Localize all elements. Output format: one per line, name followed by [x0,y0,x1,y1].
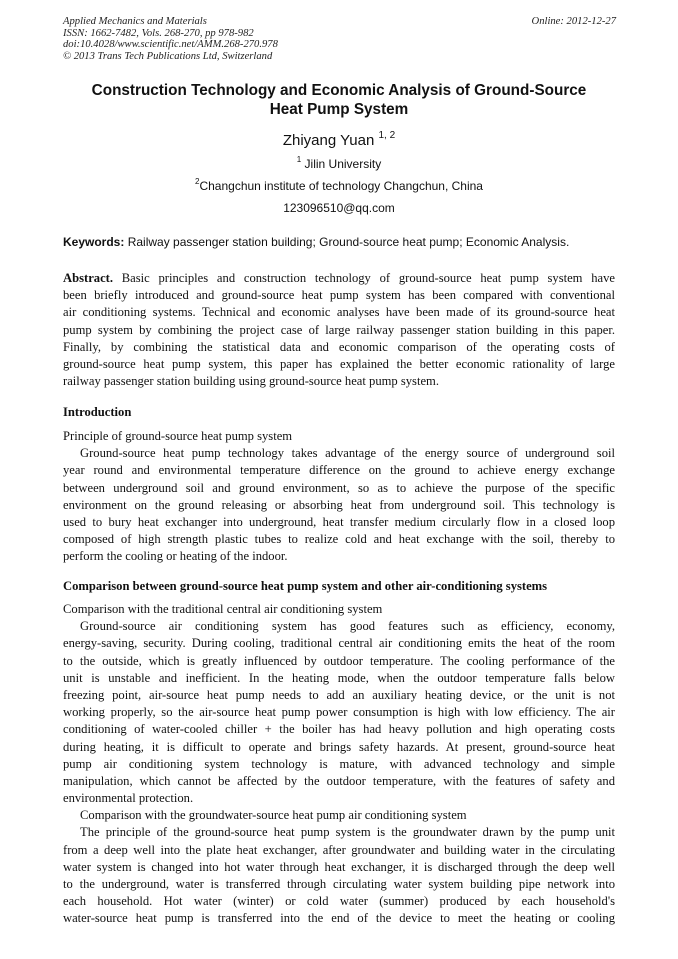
affiliation-2 [63,179,615,194]
paragraph-line: from a deep well into the plate heat exchanger, after groundwater and building water in the circulating [63,842,615,857]
abstract-line: air conditioning systems. Technical and economic analyses have been made of its ground-source heat [63,305,615,320]
paragraph-line: composed of high strength plastic tubes to realize cold and heat exchange with the soil, thereby to [63,532,615,547]
paragraph-line: environmental protection. [63,791,194,806]
paragraph-line: perform the cooling or heating of the indoor. [63,549,288,564]
paragraph-line: water system is changed into hot water through heat exchanger, it is discharged through the deep well [63,859,615,874]
paragraph-line: Ground-source heat pump technology takes advantage of the energy source of underground soil [80,446,615,461]
paragraph-line: energy-saving, security. During cooling, traditional central air conditioning emits the heat of the room [63,636,615,651]
comparison-subheading-1: Comparison with the traditional central air conditioning system [63,602,383,616]
introduction-body [63,428,615,566]
title-line: Heat Pump System [269,100,409,118]
paragraph-line: used to bury heat exchanger into underground, heat transfer medium circularly flow in a closed loop [63,514,615,529]
affiliation-mark: 1 [296,155,302,164]
paragraph-line: to the underground, water is transferred through circulating water system building pipe network into [63,877,615,891]
abstract [63,270,615,390]
journal-name: Applied Mechanics and Materials [63,16,207,27]
paragraph-line: working properly, so the air-source heat pump power consumption is high with low efficiency. The air [63,705,615,720]
paragraph-line: each household. Hot water (winter) or cold water (summer) produced by each household's [63,894,615,909]
journal-issn: ISSN: 1662-7482, Vols. 268-270, pp 978-982 [63,27,254,39]
paragraph-line: manipulation, which cannot be affected by the outdoor temperature, with the features of safety and [63,773,615,788]
paragraph-line: year round and environmental temperature difference on the ground to achieve energy exchange [63,463,615,478]
paragraph-line: water-source heat pump is transferred into the end of the device to meet the heating or cooling [63,911,615,926]
affiliation-mark: 2 [195,177,200,186]
title-line: Construction Technology and Economic Analysis of Ground-Source [91,82,587,99]
online-date: Online: 2012-12-27 [531,16,616,27]
paragraph-line: environment on the ground releasing or absorbing heat from underground soil. This technology is [63,497,615,512]
abstract-line: ground-source heat pump system, this paper has explained the better economic rationality of large [63,356,615,371]
introduction-subheading: Principle of ground-source heat pump system [63,429,293,443]
abstract-line: pump system by combining the project case of large railway passenger station building in this paper. [63,322,615,337]
comparison-heading: Comparison between ground-source heat pump system and other air-conditioning systems [63,579,548,593]
journal-doi[interactable]: doi:10.4028/www.scientific.net/AMM.268-270.978 [63,39,278,51]
author-name: Zhiyang Yuan [282,132,375,149]
author-affiliation-marks: 1, 2 [378,130,396,141]
abstract-line: Abstract. Basic principles and construction technology of ground-source heat pump system have [63,271,615,285]
paragraph-line: unit is unstable and inefficient. In the heating mode, when the outdoor temperature falls below [63,670,615,685]
paragraph-line: Ground-source air conditioning system has good features such as efficiency, economy, [80,619,615,634]
keywords [63,235,623,250]
paragraph-line: between underground soil and ground environment, so as to achieve the purpose of the specific [63,480,615,495]
author-email[interactable]: 123096510@qq.com [283,201,395,215]
affiliation-text: Changchun institute of technology Changchun, China [199,179,483,193]
introduction-heading: Introduction [63,405,132,419]
keywords-label: Keywords: [63,235,125,249]
affiliation-text: Jilin University [304,157,382,171]
journal-header [63,16,278,62]
keywords-text: Railway passenger station building; Ground-source heat pump; Economic Analysis. [127,235,570,249]
paper-title [63,82,615,119]
paragraph-line: to the outside, which is greatly influenced by outdoor temperature. The cooling performance of the [63,653,615,668]
journal-copyright: © 2013 Trans Tech Publications Ltd, Switzerland [63,50,273,62]
affiliation-1 [63,157,615,172]
abstract-line: been briefly introduced and ground-source heat pump system has been compared with conventional [63,288,615,303]
paragraph-line: The principle of the ground-source heat pump system is the groundwater drawn by the pump unit [80,825,615,840]
comparison-body [63,601,615,928]
author [63,132,615,150]
abstract-line: Finally, by combining the statistical data and economic comparison of the operating costs of [63,339,615,354]
comparison-subheading-2: Comparison with the groundwater-source heat pump air conditioning system [80,808,467,823]
paragraph-line: during heating, it is difficult to operate and brings safety hazards. At present, ground-source heat [63,739,615,754]
abstract-line: railway passenger station building using ground-source heat pump system. [63,374,439,389]
paragraph-line: freezing point, air-source heat pump needs to add an auxiliary heating device, or the unit is not [63,687,615,702]
paragraph-line: conditioning of water-cooled chiller + the boiler has had heavy pollution and high operating costs [63,722,615,737]
paragraph-line: pump air conditioning system technology is mature, with advanced technology and simple [63,756,615,771]
abstract-label: Abstract. [63,271,114,285]
